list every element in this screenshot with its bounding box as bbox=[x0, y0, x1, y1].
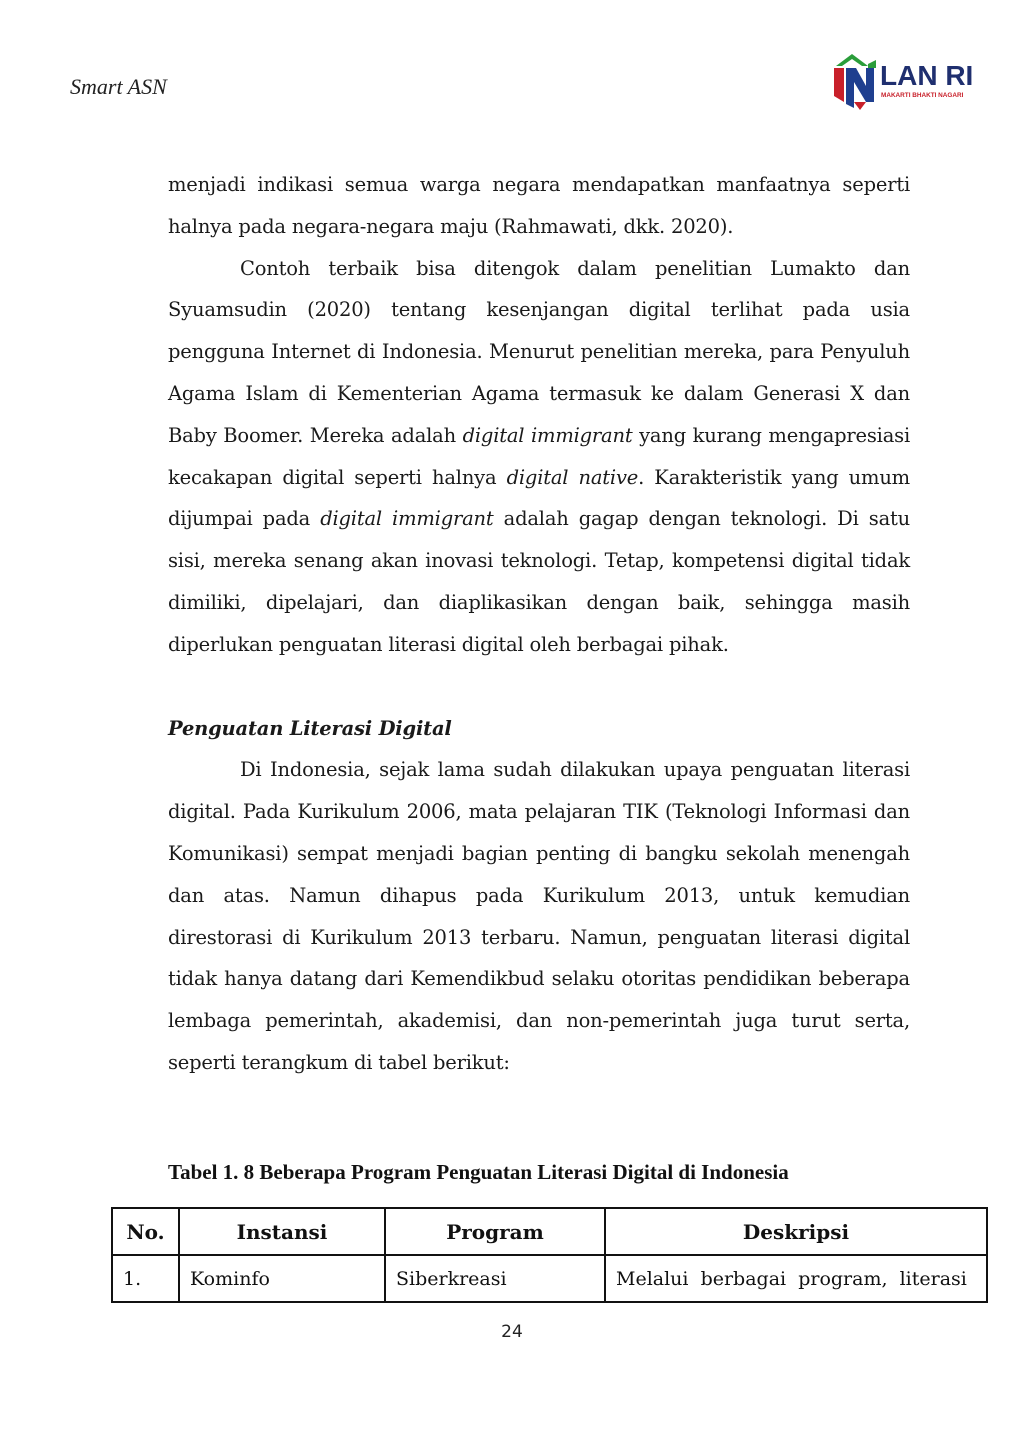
column-header-instansi: Instansi bbox=[179, 1208, 385, 1255]
programs-table bbox=[111, 1207, 988, 1303]
logo-tagline: MAKARTI BHAKTI NAGARI bbox=[881, 92, 964, 99]
column-header-deskripsi: Deskripsi bbox=[605, 1208, 987, 1255]
logo-wordmark: LAN RI bbox=[880, 60, 974, 91]
section-heading: Penguatan Literasi Digital bbox=[168, 716, 452, 740]
paragraph-penguatan: Di Indonesia, sejak lama sudah dilakukan upaya penguatan literasi digital. Pada Kurikulum 2006, mata pelajaran TIK (Teknologi Informasi dan Komunikasi) sempat menjadi bagian penting di bangku sekolah menengah dan atas. Namun dihapus pada Kurikulum 2013, untuk kemudian direstorasi di Kurikulum 2013 terbaru. Namun, penguatan literasi digital tidak hanya datang dari Kemendikbud selaku otoritas pendidikan beberapa lembaga pemerintah, akademisi, dan non-pemerintah juga turut serta, seperti terangkum di tabel berikut: bbox=[168, 758, 910, 1074]
lan-ri-logo-mark bbox=[832, 50, 982, 112]
cell-instansi: Kominfo bbox=[179, 1255, 385, 1302]
page-content bbox=[168, 164, 910, 1084]
running-header-title: Smart ASN bbox=[70, 74, 167, 99]
column-header-no: No. bbox=[112, 1208, 179, 1255]
lan-ri-logo bbox=[832, 50, 982, 112]
cell-deskripsi: Melalui berbagai program, literasi bbox=[605, 1255, 987, 1302]
cell-no: 1. bbox=[112, 1255, 179, 1302]
paragraph-continuation: menjadi indikasi semua warga negara mendapatkan manfaatnya seperti halnya pada negara-negara maju (Rahmawati, dkk. 2020). bbox=[168, 173, 910, 238]
italic-term: digital immigrant bbox=[320, 507, 494, 531]
italic-term: digital immigrant bbox=[462, 423, 633, 447]
italic-term: digital native bbox=[506, 465, 639, 489]
cell-program: Siberkreasi bbox=[385, 1255, 605, 1302]
table-header-row bbox=[112, 1208, 987, 1255]
table-row bbox=[112, 1255, 987, 1302]
page-number: 24 bbox=[501, 1322, 523, 1342]
table-caption: Tabel 1. 8 Beberapa Program Penguatan Literasi Digital di Indonesia bbox=[168, 1160, 789, 1184]
paragraph-digital-immigrant: Contoh terbaik bisa ditengok dalam penelitian Lumakto dan Syuamsudin (2020) tentang kesenjangan digital terlihat pada usia pengguna Internet di Indonesia. Menurut penelitian mereka, para Penyuluh Agama Islam di Kementerian Agama termasuk ke dalam Generasi X dan Baby Boomer. Mereka adalah digital immigrant yang kurang mengapresiasi kecakapan digital seperti halnya digital native. Karakteristik yang umum dijumpai pada digital immigrant adalah gagap dengan teknologi. Di satu sisi, mereka senang akan inovasi teknologi. Tetap, kompetensi digital tidak dimiliki, dipelajari, dan diaplikasikan dengan baik, sehingga masih diperlukan penguatan literasi digital oleh berbagai pihak. bbox=[168, 256, 910, 656]
column-header-program: Program bbox=[385, 1208, 605, 1255]
